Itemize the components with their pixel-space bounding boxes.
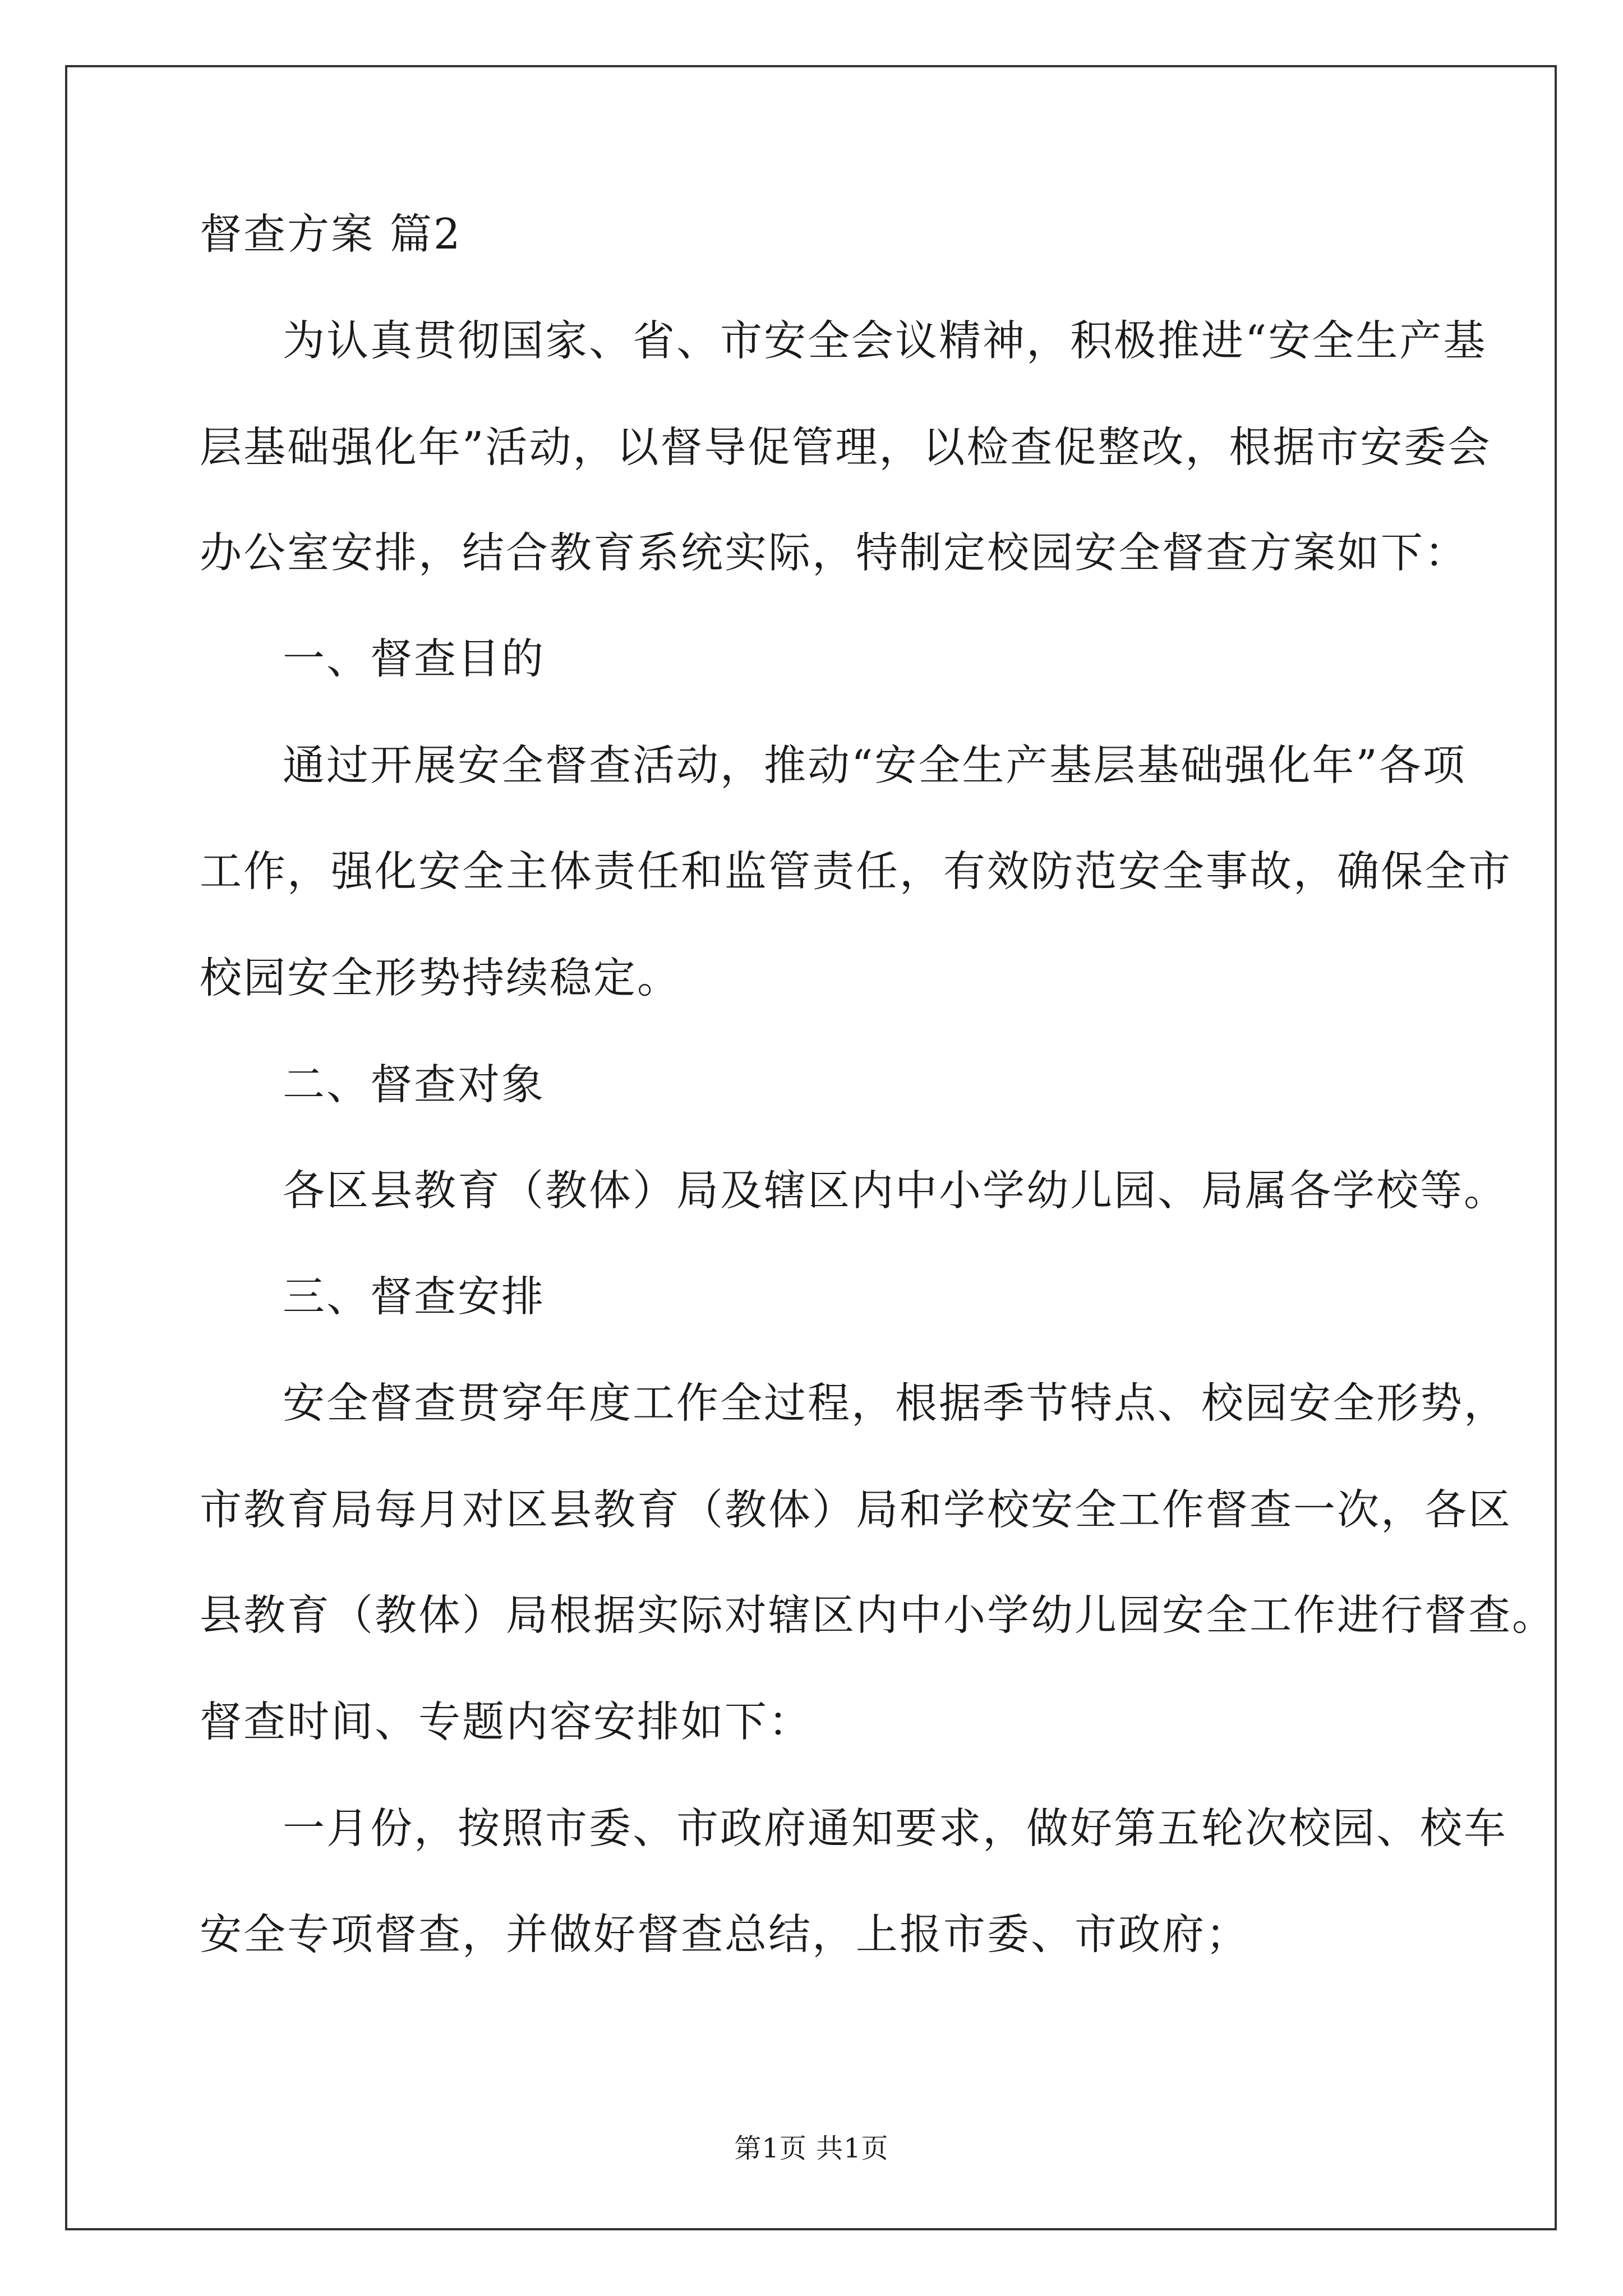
text-line: 层基础强化年”活动，以督导促管理，以检查促整改，根据市安委会 bbox=[200, 422, 1492, 472]
text-line: 县教育（教体）局根据实际对辖区内中小学幼儿园安全工作进行督查。 bbox=[200, 1590, 1556, 1640]
text-line: 为认真贯彻国家、省、市安全会议精神，积极推进“安全生产基 bbox=[283, 316, 1487, 365]
text-line: 市教育局每月对区县教育（教体）局和学校安全工作督查一次，各区 bbox=[200, 1485, 1513, 1534]
section-heading: 三、督查安排 bbox=[283, 1272, 546, 1321]
page-footer: 第1页 共1页 bbox=[734, 2133, 889, 2164]
text-line: 一月份，按照市委、市政府通知要求，做好第五轮次校园、校车 bbox=[283, 1803, 1508, 1853]
text-line: 安全专项督查，并做好督查总结，上报市委、市政府； bbox=[200, 1910, 1250, 1959]
text-line: 工作，强化安全主体责任和监管责任，有效防范安全事故，确保全市 bbox=[200, 846, 1513, 896]
text-line: 通过开展安全督查活动，推动“安全生产基层基础强化年”各项 bbox=[283, 740, 1467, 790]
page-border bbox=[65, 65, 1557, 2230]
text-line: 督查时间、专题内容安排如下： bbox=[200, 1697, 813, 1746]
text-line: 安全督查贯穿年度工作全过程，根据季节特点、校园安全形势， bbox=[283, 1378, 1508, 1428]
text-line: 办公室安排，结合教育系统实际，特制定校园安全督查方案如下： bbox=[200, 528, 1469, 577]
section-heading: 一、督查目的 bbox=[283, 634, 546, 683]
text-line: 校园安全形势持续稳定。 bbox=[200, 953, 681, 1002]
text-line: 各区县教育（教体）局及辖区内中小学幼儿园、局属各学校等。 bbox=[283, 1166, 1508, 1215]
document-title: 督查方案 篇2 bbox=[200, 209, 462, 259]
section-heading: 二、督查对象 bbox=[283, 1060, 546, 1109]
